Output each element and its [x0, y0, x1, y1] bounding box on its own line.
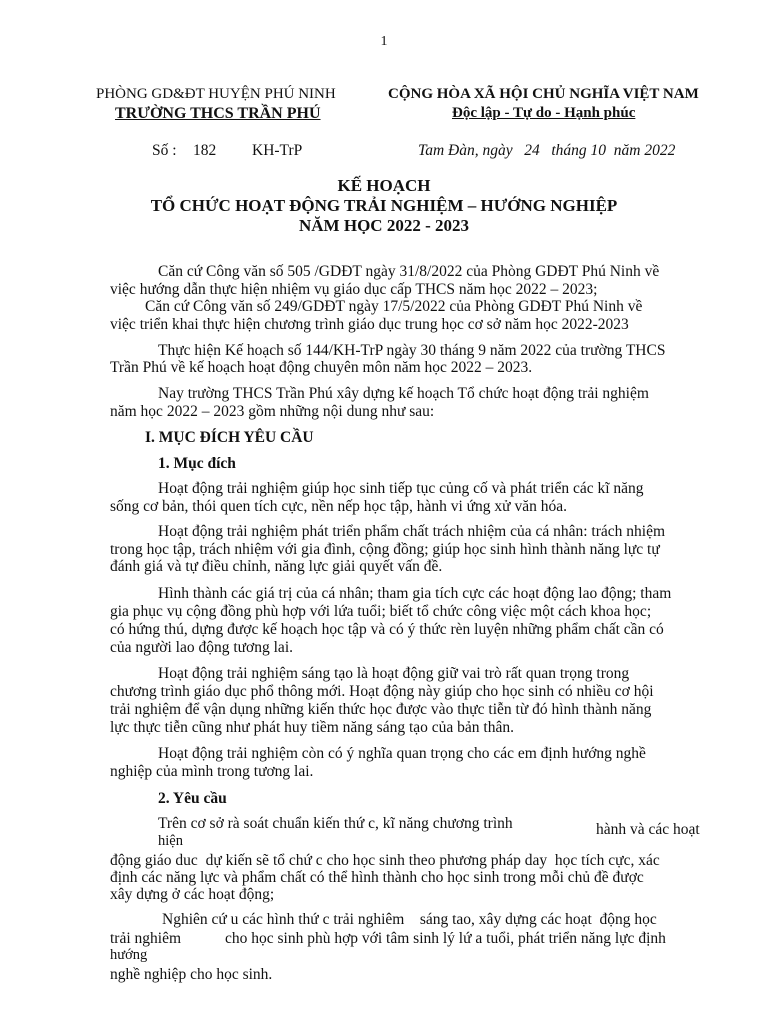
para-purpose-5: Hoạt động trải nghiệm còn có ý nghĩa quan trọng cho các em định hướng nghề [158, 745, 646, 762]
para-basis-2: Căn cứ Công văn số 249/GDĐT ngày 17/5/2022 của Phòng GDĐT Phú Ninh về [145, 298, 643, 315]
para-req-2-end: nghề nghiệp cho học sinh. [110, 966, 273, 983]
para-purpose-3-cont: gia phục vụ cộng đồng phù hợp với lứa tuổi; biết tổ chức công việc một cách khoa học; [110, 603, 652, 620]
para-req-1: Trên cơ sở rà soát chuẩn kiến thứ c, kĩ năng chương trình [158, 815, 513, 832]
para-intro-cont: năm học 2022 – 2023 gồm những nội dung như sau: [110, 403, 435, 420]
title-line1: KẾ HOẠCH [337, 176, 431, 195]
para-req-1-cont: định các năng lực và phẩm chất có thể hình thành cho học sinh trong mỗi chủ đề được [110, 869, 644, 886]
para-implementation-cont: Trần Phú về kế hoạch hoạt động chuyên môn năm học 2022 – 2023. [110, 359, 533, 376]
title-line2: TỔ CHỨC HOẠT ĐỘNG TRẢI NGHIỆM – HƯỚNG NGHIỆP [150, 196, 618, 215]
para-purpose-4-cont: lực thực tiễn cũng như phát huy tiềm năng sáng tạo của bản thân. [110, 719, 514, 736]
para-purpose-3: Hình thành các giá trị của cá nhân; tham gia tích cực các hoạt động lao động; tham [158, 585, 672, 602]
para-basis-2-cont: việc triển khai thực hiện chương trình giáo dục trung học cơ sở năm học 2022-2023 [110, 316, 629, 333]
para-purpose-2-cont: đánh giá và tự điều chỉnh, năng lực giải quyết vấn đề. [110, 558, 443, 575]
para-purpose-5-cont: nghiệp của mình trong tương lai. [110, 763, 314, 780]
nation-title: CỘNG HÒA XÃ HỘI CHỦ NGHĨA VIỆT NAM [388, 86, 699, 102]
para-req-2-cont: cho học sinh phù hợp với tâm sinh lý lứ a tuổi, phát triển năng lực định [225, 930, 666, 947]
para-req-1-cont: động giáo duc dự kiến sẽ tổ chứ c cho học sinh theo phương pháp day học tích cực, xác [110, 852, 660, 869]
school-name: TRƯỜNG THCS TRẦN PHÚ [115, 105, 321, 122]
para-req-2: Nghiên cứ u các hình thứ c trải nghiêm sáng tao, xây dựng các hoạt động học [162, 911, 657, 928]
para-req-1-fragment: hiện [158, 833, 183, 849]
para-req-2-fragment: hướng [110, 947, 148, 963]
para-purpose-2: Hoạt động trải nghiệm phát triển phẩm chất trách nhiệm của cá nhân: trách nhiệm [158, 523, 666, 540]
place-date: Tam Đàn, ngày 24 tháng 10 năm 2022 [418, 142, 676, 159]
para-purpose-4: Hoạt động trải nghiệm sáng tạo là hoạt động giữ vai trò rất quan trọng trong [158, 665, 630, 682]
para-purpose-4-cont: trải nghiệm để vận dụng những kiến thức học được vào thực tiễn từ đó hình thành năng [110, 701, 652, 718]
section-heading-1: I. MỤC ĐÍCH YÊU CẦU [145, 429, 314, 446]
doc-number: 182 [193, 142, 217, 159]
para-basis-1: Căn cứ Công văn số 505 /GDĐT ngày 31/8/2022 của Phòng GDĐT Phú Ninh về [158, 263, 660, 280]
para-purpose-1: Hoạt động trải nghiệm giúp học sinh tiếp tục củng cố và phát triển các kĩ năng [158, 480, 644, 497]
page-number: 1 [380, 34, 388, 49]
subheading-requirements: 2. Yêu cầu [158, 790, 227, 807]
para-purpose-2-cont: trong học tập, trách nhiệm với gia đình, cộng đồng; giúp học sinh hình thành năng lực tự [110, 541, 660, 558]
para-basis-1-cont: việc hướng dẫn thực hiện nhiệm vụ giáo dục cấp THCS năm học 2022 – 2023; [110, 281, 598, 298]
para-purpose-3-cont: của người lao động tương lai. [110, 639, 293, 656]
para-intro: Nay trường THCS Trần Phú xây dựng kế hoạch Tổ chức hoạt động trải nghiệm [158, 385, 649, 402]
doc-number-label: Số : [152, 142, 177, 159]
doc-code: KH-TrP [252, 142, 303, 159]
para-purpose-4-cont: chương trình giáo dục phổ thông mới. Hoạt động này giúp cho học sinh có nhiều cơ hội [110, 683, 654, 700]
para-req-2-word: trải nghiêm [110, 930, 182, 947]
para-req-1-cont: xây dựng ở các hoạt động; [110, 886, 275, 903]
para-purpose-3-cont: có hứng thú, dựng được kế hoạch học tập và có ý thức rèn luyện những phẩm chất cần có [110, 621, 664, 638]
motto: Độc lập - Tự do - Hạnh phúc [452, 105, 636, 121]
para-purpose-1-cont: sống cơ bản, thói quen tích cực, nền nếp học tập, hành vi ứng xử văn hóa. [110, 498, 567, 515]
para-req-1-end: hành và các hoạt [596, 821, 700, 838]
para-implementation: Thực hiện Kế hoạch số 144/KH-TrP ngày 30 tháng 9 năm 2022 của trường THCS [158, 342, 666, 359]
dept-name: PHÒNG GD&ĐT HUYỆN PHÚ NINH [96, 86, 336, 102]
subheading-purpose: 1. Mục đích [158, 455, 236, 472]
title-line3: NĂM HỌC 2022 - 2023 [299, 216, 469, 235]
